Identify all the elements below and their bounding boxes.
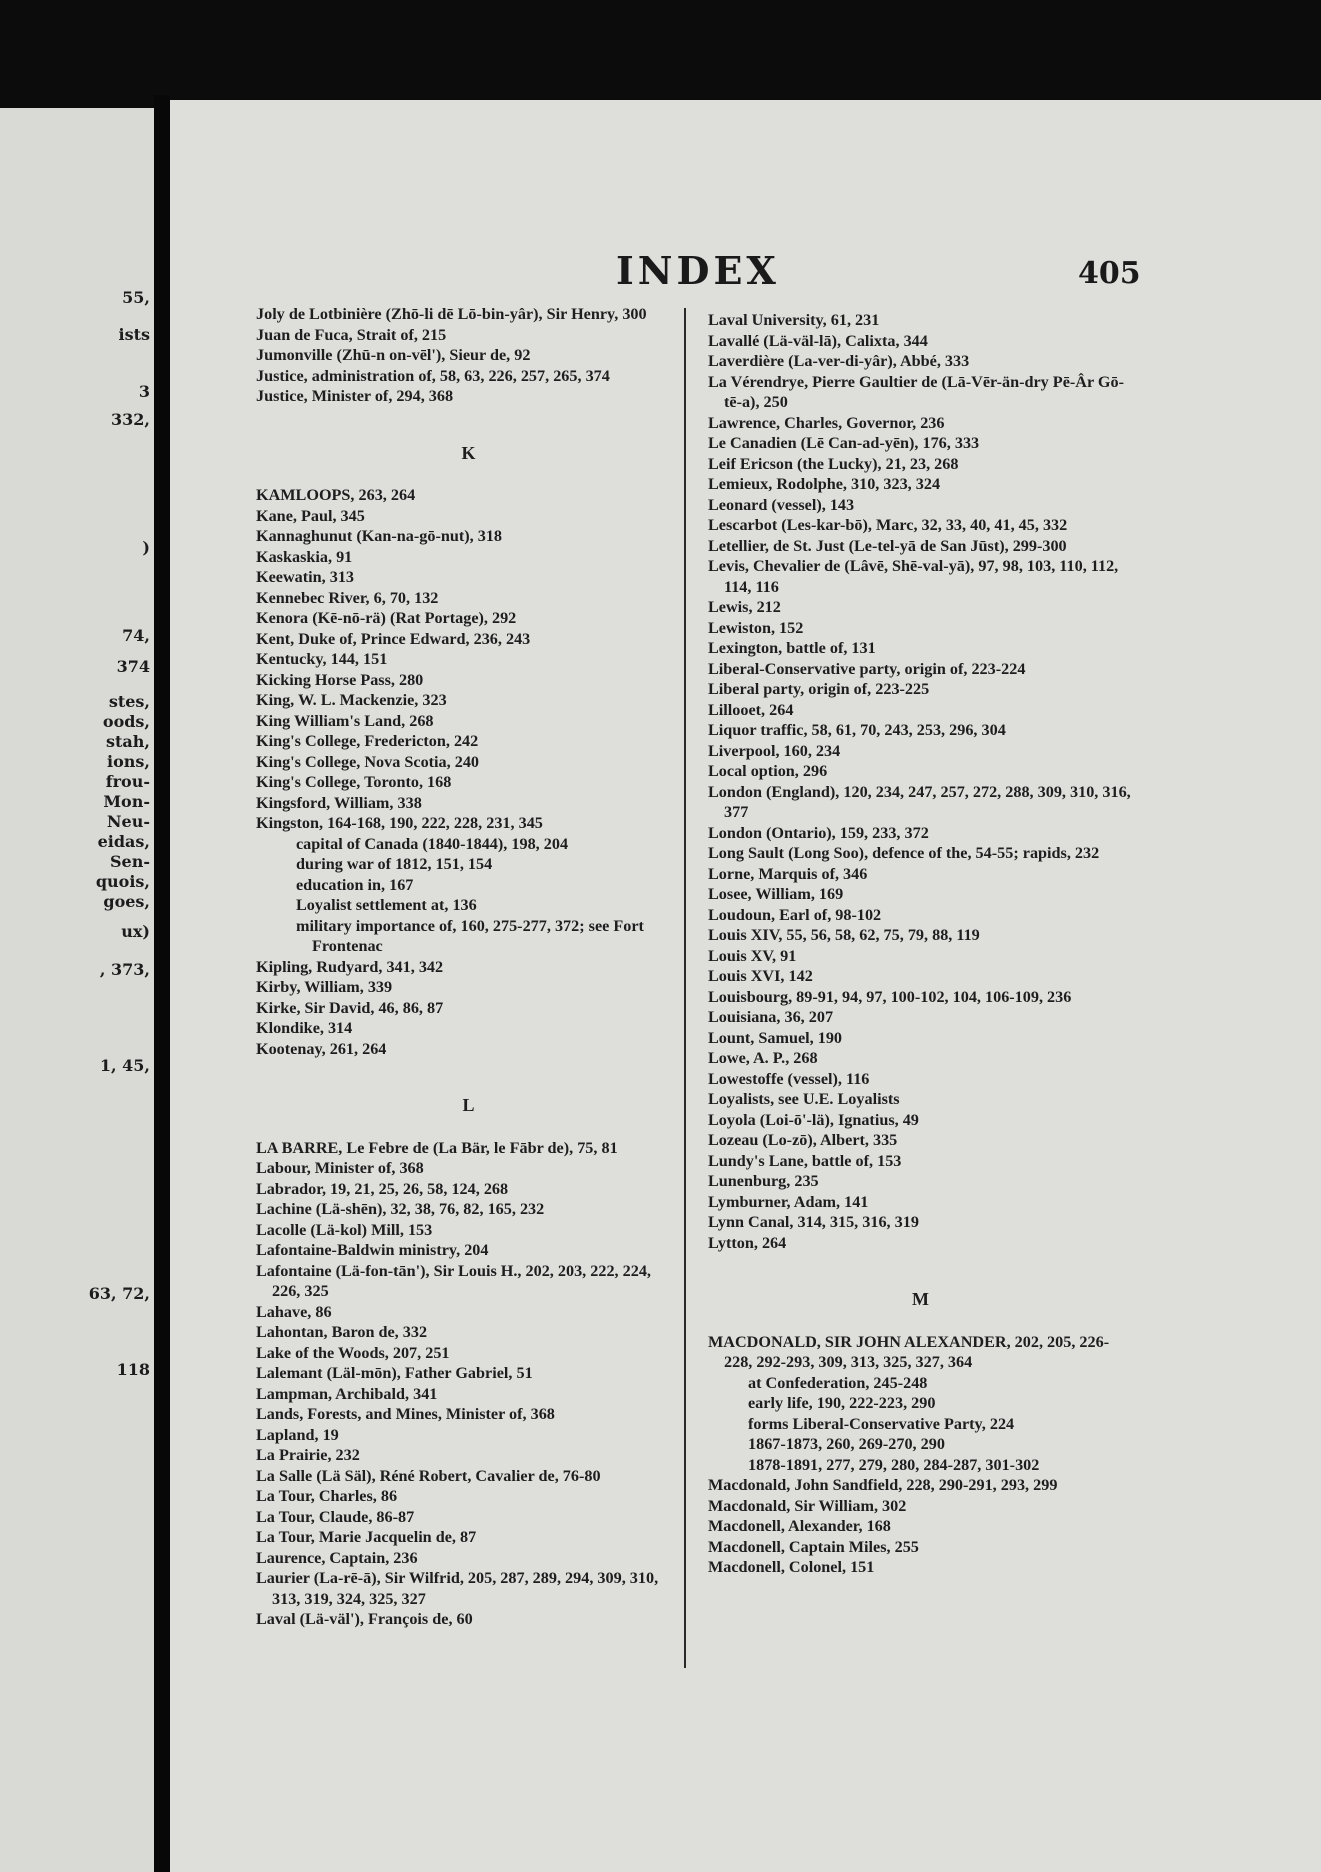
index-entry: Lytton, 264 (708, 1233, 787, 1252)
index-entry: Lalemant (Läl-mōn), Father Gabriel, 51 (256, 1364, 533, 1382)
index-entry: Loyalists, see U.E. Loyalists (708, 1090, 900, 1108)
index-entry: Louis XVI, 142 (708, 967, 813, 985)
index-subentry: 1878-1891, 277, 279, 280, 284-287, 301-302 (748, 1455, 1040, 1474)
index-entry: Lachine (Lä-shēn), 32, 38, 76, 82, 165, 232 (256, 1200, 545, 1218)
left-page-text-fragment: ions, (107, 752, 150, 771)
page-title: INDEX (616, 248, 780, 293)
index-entry: Macdonell, Colonel, 151 (708, 1558, 875, 1576)
index-subentry: capital of Canada (1840-1844), 198, 204 (296, 834, 569, 853)
index-entry: Justice, administration of, 58, 63, 226, 257, 265, 374 (256, 366, 610, 385)
index-entry: Kingsford, William, 338 (256, 793, 422, 812)
left-page-text-fragment: 332, (111, 410, 150, 429)
index-entry: LA BARRE, Le Febre de (La Bär, le Fābr de), 75, 81 (256, 1138, 618, 1157)
index-entry: Lafontaine-Baldwin ministry, 204 (256, 1241, 489, 1259)
index-entry: Local option, 296 (708, 762, 828, 780)
index-entry: Keewatin, 313 (256, 568, 355, 586)
index-entry: Lount, Samuel, 190 (708, 1028, 843, 1047)
index-subentry: military importance of, 160, 275-277, 372; see Fort Frontenac (296, 916, 644, 955)
index-entry: Lescarbot (Les-kar-bō), Marc, 32, 33, 40, 41, 45, 332 (708, 516, 1068, 534)
index-subentry: early life, 190, 222-223, 290 (748, 1394, 936, 1412)
index-entry: La Vérendrye, Pierre Gaultier de (Lā-Vēr-än-dry Pē-Âr Gō-tē-a), 250 (708, 372, 1124, 411)
left-page-text-fragment: , 373, (99, 960, 150, 979)
left-page-text-fragment: 374 (116, 657, 150, 676)
left-page-text-fragment: stes, (108, 692, 150, 711)
index-entry: Kennebec River, 6, 70, 132 (256, 588, 439, 607)
index-entry: Lorne, Marquis of, 346 (708, 864, 868, 883)
index-entry: La Prairie, 232 (256, 1446, 360, 1464)
index-entry: Lynn Canal, 314, 315, 316, 319 (708, 1213, 919, 1231)
index-entry: Louisbourg, 89-91, 94, 97, 100-102, 104, 106-109, 236 (708, 987, 1072, 1006)
index-entry: Labrador, 19, 21, 25, 26, 58, 124, 268 (256, 1179, 509, 1198)
index-entry: Justice, Minister of, 294, 368 (256, 387, 454, 405)
index-entry: La Salle (Lä Säl), Réné Robert, Cavalier de, 76-80 (256, 1466, 601, 1485)
index-entry: Liverpool, 160, 234 (708, 741, 841, 760)
index-letter-heading: L (462, 1095, 475, 1115)
left-page-text-fragment: ) (142, 538, 150, 557)
index-entry: Lampman, Archibald, 341 (256, 1384, 438, 1403)
index-entry: Louis XIV, 55, 56, 58, 62, 75, 79, 88, 119 (708, 926, 980, 944)
left-page-text-fragment: Sen- (109, 852, 150, 871)
index-entry: Lemieux, Rodolphe, 310, 323, 324 (708, 475, 941, 493)
index-entry: Joly de Lotbinière (Zhō-li dē Lō-bin-yâr), Sir Henry, 300 (256, 305, 647, 323)
index-entry: La Tour, Charles, 86 (256, 1487, 398, 1505)
index-entry: Lapland, 19 (256, 1425, 339, 1444)
page-number: 405 (1078, 256, 1141, 291)
index-entry: Kirby, William, 339 (256, 978, 393, 996)
index-entry: Lewiston, 152 (708, 618, 804, 637)
left-page-text-fragment: 63, 72, (88, 1284, 150, 1303)
index-entry: Laval University, 61, 231 (708, 311, 880, 329)
index-entry: London (Ontario), 159, 233, 372 (708, 823, 929, 842)
index-entry: Liberal-Conservative party, origin of, 223-224 (708, 659, 1026, 678)
index-entry: Lymburner, Adam, 141 (708, 1192, 869, 1211)
left-page-text-fragment: 1, 45, (99, 1056, 150, 1075)
left-page-text-fragment: frou- (105, 772, 150, 791)
index-entry: Kirke, Sir David, 46, 86, 87 (256, 998, 444, 1017)
index-entry: Laurier (La-rē-ā), Sir Wilfrid, 205, 287, 289, 294, 309, 310, 313, 319, 324, 325, 327 (256, 1569, 659, 1608)
left-page-text-fragment: 55, (122, 288, 150, 307)
index-entry: Lacolle (Lä-kol) Mill, 153 (256, 1220, 433, 1239)
left-page-text-fragment: 118 (116, 1360, 150, 1379)
index-entry: Leonard (vessel), 143 (708, 495, 855, 514)
index-entry: Kane, Paul, 345 (256, 506, 365, 525)
index-column-right (708, 310, 1133, 1578)
index-entry: Lawrence, Charles, Governor, 236 (708, 413, 945, 432)
index-entry: Lands, Forests, and Mines, Minister of, 368 (256, 1405, 555, 1423)
index-entry: Macdonald, John Sandfield, 228, 290-291, 293, 299 (708, 1476, 1058, 1494)
index-entry: Klondike, 314 (256, 1019, 353, 1037)
index-letter-heading: M (912, 1289, 929, 1309)
index-entry: Kentucky, 144, 151 (256, 650, 388, 668)
index-entry: King's College, Toronto, 168 (256, 773, 452, 791)
index-entry: King's College, Nova Scotia, 240 (256, 752, 480, 771)
index-column-left (256, 304, 681, 1630)
index-entry: Lunenburg, 235 (708, 1172, 819, 1190)
index-subentry: 1867-1873, 260, 269-270, 290 (748, 1435, 945, 1453)
index-entry: Le Canadien (Lē Can-ad-yēn), 176, 333 (708, 434, 980, 452)
index-entry: Jumonville (Zhū-n on-vēl'), Sieur de, 92 (256, 346, 531, 364)
index-entry: Loudoun, Earl of, 98-102 (708, 905, 882, 924)
index-entry: Kent, Duke of, Prince Edward, 236, 243 (256, 629, 531, 648)
left-page-text-fragment: Mon- (103, 792, 150, 811)
index-entry: Lewis, 212 (708, 598, 781, 616)
index-entry: Kootenay, 261, 264 (256, 1039, 387, 1058)
index-entry: Leif Ericson (the Lucky), 21, 23, 268 (708, 454, 959, 473)
index-entry: King William's Land, 268 (256, 711, 434, 730)
index-entry: Lowestoffe (vessel), 116 (708, 1069, 870, 1088)
left-page-text-fragment: ists (118, 325, 150, 344)
index-entry: Louis XV, 91 (708, 946, 797, 965)
index-entry: Macdonald, Sir William, 302 (708, 1496, 907, 1515)
index-subentry: education in, 167 (296, 875, 414, 894)
index-entry: Kicking Horse Pass, 280 (256, 670, 424, 689)
index-entry: Macdonell, Captain Miles, 255 (708, 1537, 919, 1556)
index-entry: King's College, Fredericton, 242 (256, 732, 479, 750)
index-entry: Kipling, Rudyard, 341, 342 (256, 957, 444, 976)
index-entry: London (England), 120, 234, 247, 257, 272, 288, 309, 310, 316, 377 (708, 782, 1131, 821)
index-entry: Long Sault (Long Soo), defence of the, 54-55; rapids, 232 (708, 844, 1100, 862)
index-entry: King, W. L. Mackenzie, 323 (256, 691, 447, 709)
index-subentry: during war of 1812, 151, 154 (296, 855, 493, 873)
index-entry: Kaskaskia, 91 (256, 547, 353, 566)
book-gutter (154, 95, 170, 1872)
index-entry: Labour, Minister of, 368 (256, 1159, 424, 1177)
index-entry: La Tour, Marie Jacquelin de, 87 (256, 1528, 477, 1546)
index-entry: Macdonell, Alexander, 168 (708, 1517, 891, 1535)
left-page-text-fragment: Neu- (106, 812, 150, 831)
left-page-text-fragment: 74, (122, 626, 150, 645)
index-entry: Laval (Lä-väl'), François de, 60 (256, 1610, 473, 1628)
index-subentry: at Confederation, 245-248 (748, 1373, 928, 1392)
index-entry: Kannaghunut (Kan-na-gō-nut), 318 (256, 527, 503, 545)
index-entry: Kingston, 164-168, 190, 222, 228, 231, 345 (256, 814, 543, 832)
column-divider (684, 308, 686, 1668)
index-entry: Losee, William, 169 (708, 885, 844, 903)
index-entry: Juan de Fuca, Strait of, 215 (256, 325, 447, 344)
index-entry: Letellier, de St. Just (Le-tel-yā de San Jūst), 299-300 (708, 536, 1067, 555)
index-entry: Lavallé (Lä-väl-lā), Calixta, 344 (708, 331, 928, 350)
index-entry: La Tour, Claude, 86-87 (256, 1507, 415, 1526)
left-page-text-fragment: stah, (106, 732, 150, 751)
left-page-text-fragment: eidas, (97, 832, 150, 851)
index-subentry: Loyalist settlement at, 136 (296, 896, 477, 914)
index-entry: Lexington, battle of, 131 (708, 639, 876, 657)
index-entry: Laverdière (La-ver-di-yâr), Abbé, 333 (708, 352, 970, 370)
left-page-text-fragment: quois, (95, 872, 150, 891)
index-entry: Kenora (Kē-nō-rä) (Rat Portage), 292 (256, 609, 517, 627)
index-entry: Lillooet, 264 (708, 700, 794, 719)
index-entry: Lafontaine (Lä-fon-tān'), Sir Louis H., 202, 203, 222, 224, 226, 325 (256, 1261, 651, 1300)
index-entry: Louisiana, 36, 207 (708, 1008, 834, 1026)
left-page-text-fragment: oods, (102, 712, 150, 731)
index-entry: Levis, Chevalier de (Lâvē, Shē-val-yā), 97, 98, 103, 110, 112, 114, 116 (708, 557, 1119, 596)
index-entry: Lahave, 86 (256, 1302, 332, 1321)
left-page-text-fragment: goes, (103, 892, 150, 911)
index-entry: Lake of the Woods, 207, 251 (256, 1343, 450, 1362)
index-entry: KAMLOOPS, 263, 264 (256, 486, 416, 504)
index-subentry: forms Liberal-Conservative Party, 224 (748, 1414, 1015, 1433)
index-letter-heading: K (461, 442, 476, 463)
index-entry: Lowe, A. P., 268 (708, 1049, 818, 1067)
left-page-text-fragment: ux) (121, 922, 150, 941)
index-entry: Lahontan, Baron de, 332 (256, 1323, 428, 1341)
index-entry: Loyola (Loi-ō'-lä), Ignatius, 49 (708, 1110, 919, 1129)
index-entry: MACDONALD, SIR JOHN ALEXANDER, 202, 205, 226-228, 292-293, 309, 313, 325, 327, 364 (708, 1332, 1110, 1371)
left-page-text-fragment: 3 (138, 382, 150, 401)
index-entry: Liquor traffic, 58, 61, 70, 243, 253, 296, 304 (708, 721, 1006, 739)
index-entry: Lundy's Lane, battle of, 153 (708, 1151, 902, 1170)
index-entry: Liberal party, origin of, 223-225 (708, 680, 930, 698)
left-page-edge (0, 108, 154, 1872)
index-entry: Lozeau (Lo-zō), Albert, 335 (708, 1131, 898, 1149)
index-entry: Laurence, Captain, 236 (256, 1548, 418, 1567)
